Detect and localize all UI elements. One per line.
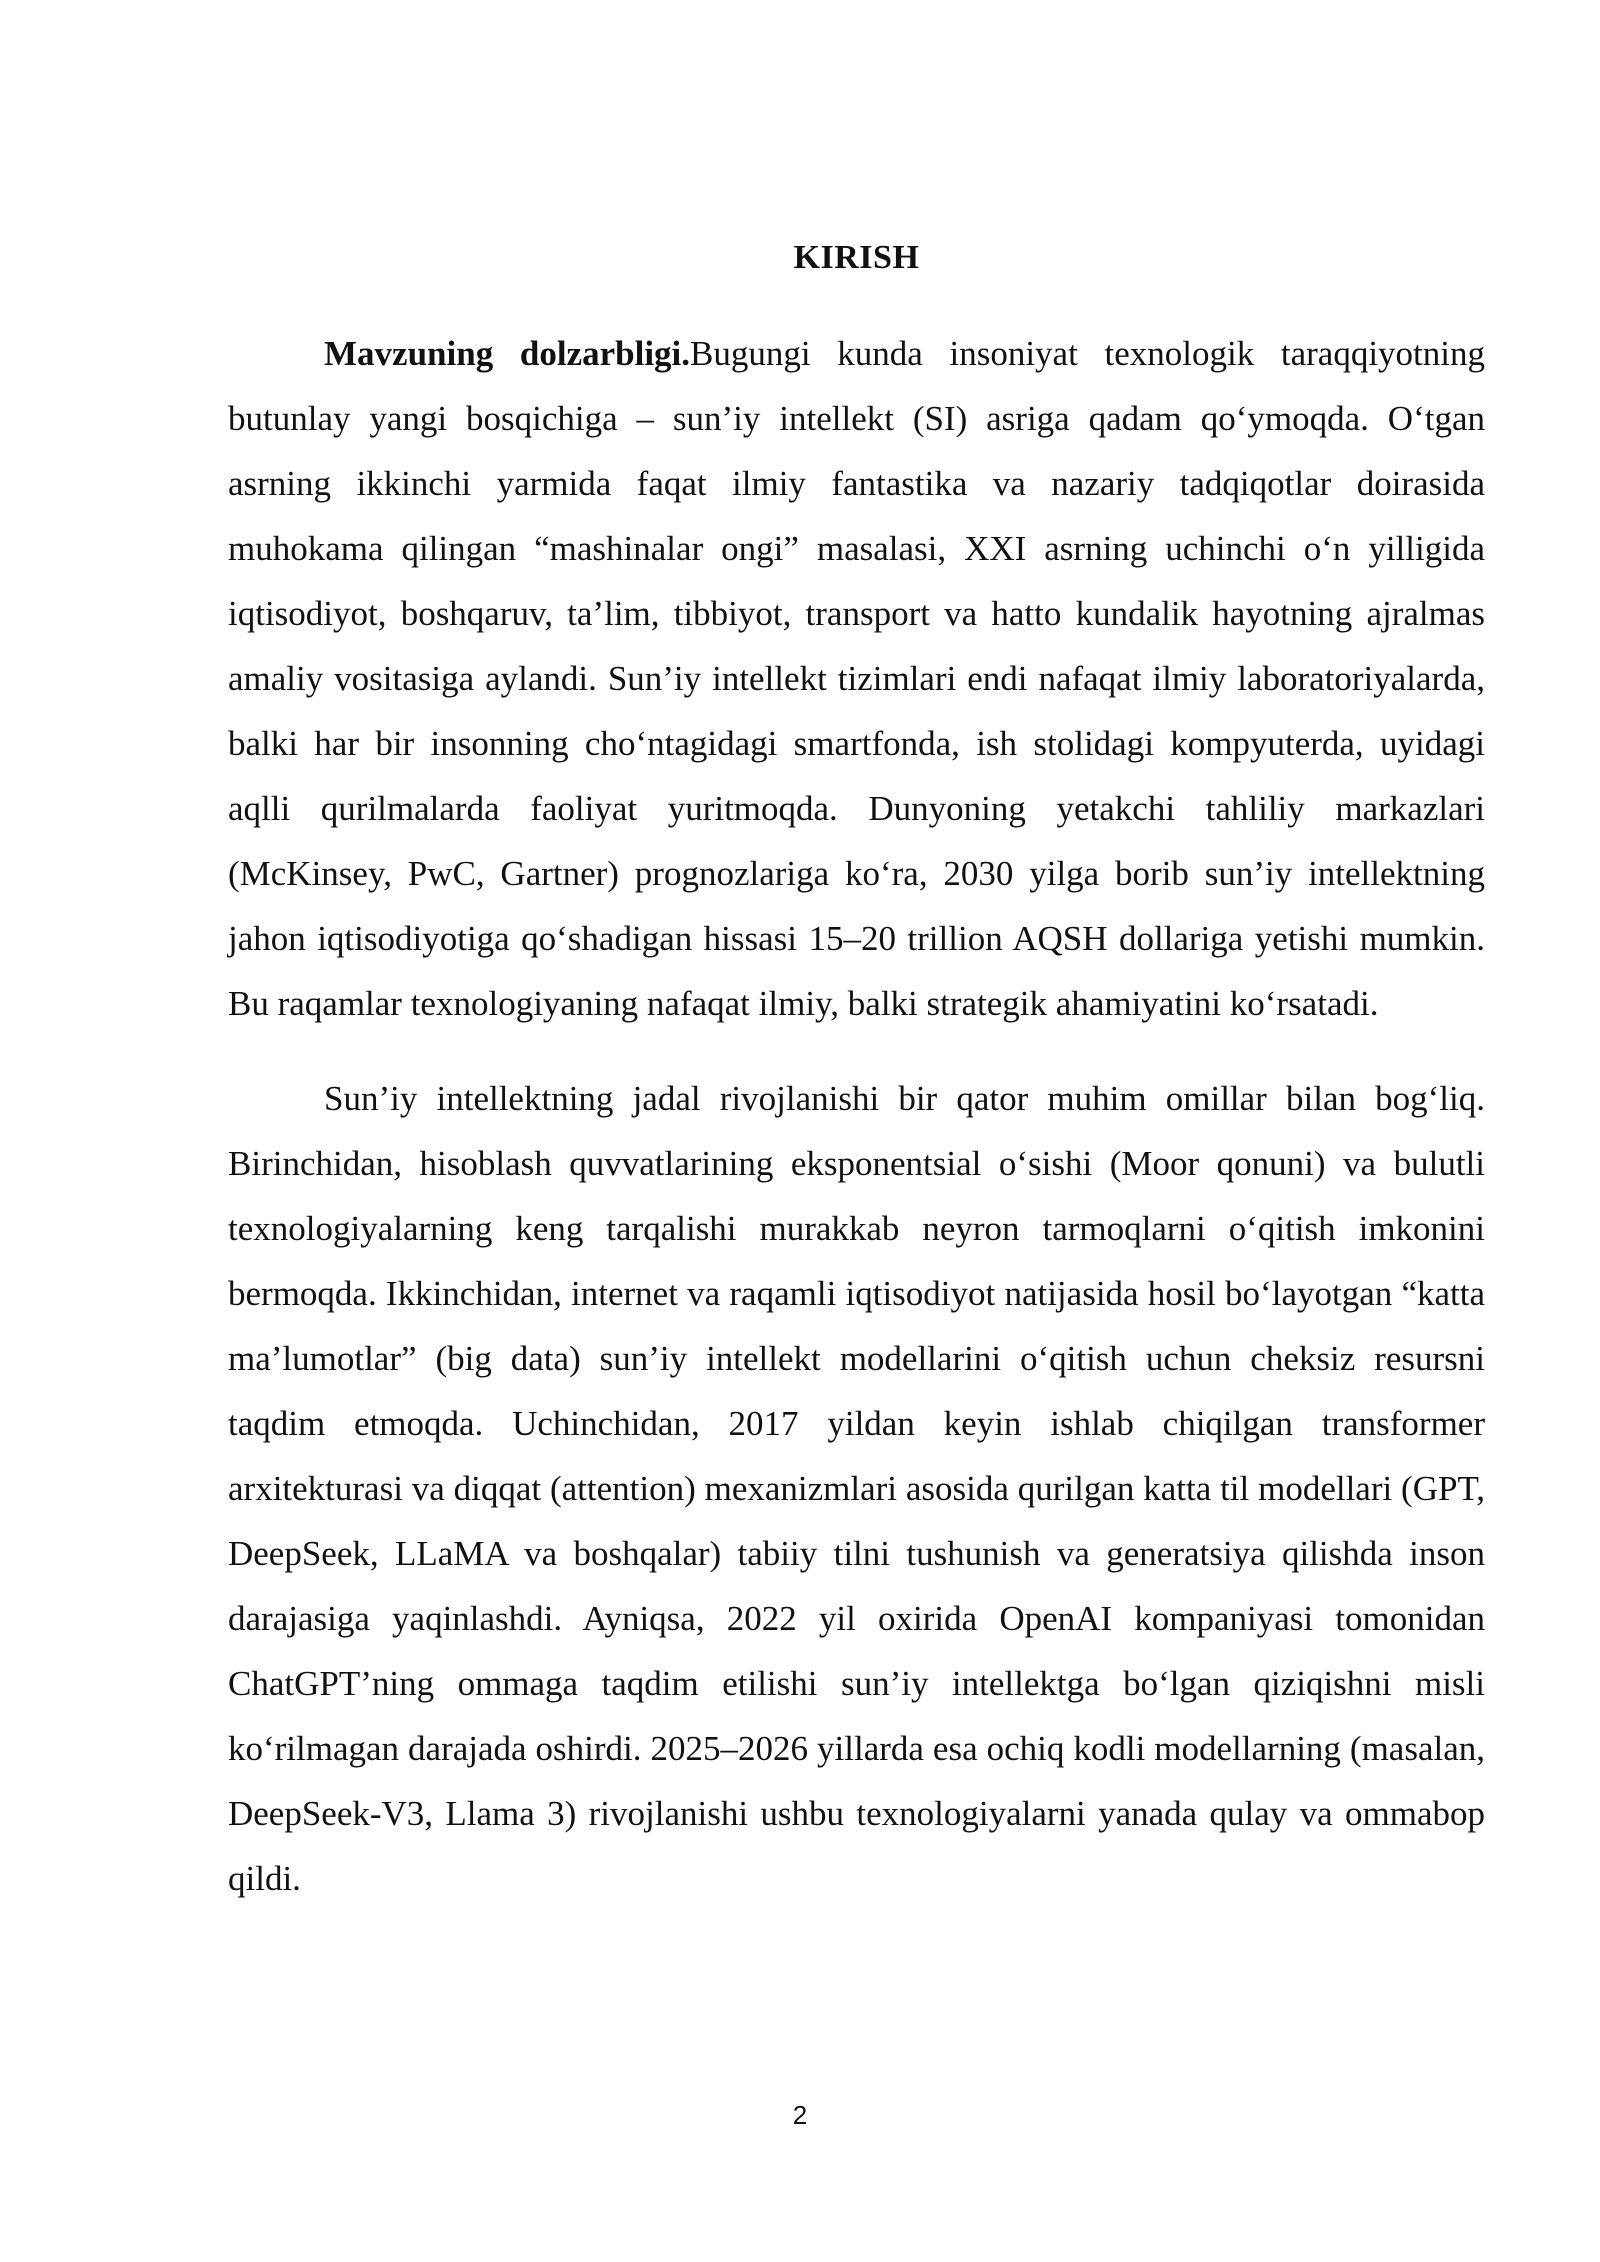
paragraph-lead: Mavzuning dolzarbligi.	[324, 334, 691, 373]
paragraph-development-factors	[228, 1066, 1485, 1911]
paragraph-relevance	[228, 321, 1485, 1036]
page-content	[228, 235, 1485, 1941]
paragraph-text: Bugungi kunda insoniyat texnologik taraqqiyotning butunlay yangi bosqichiga – sun’iy intellekt (SI) asriga qadam qo‘ymoqda. O‘tgan asrning ikkinchi yarmida faqat ilmiy fantastika va nazariy tadqiqotlar doirasida muhokama qilingan “mashinalar ongi” masalasi, XXI asrning uchinchi o‘n yilligida iqtisodiyot, boshqaruv, ta’lim, tibbiyot, transport va hatto kundalik hayotning ajralmas amaliy vositasiga aylandi. Sun’iy intellekt tizimlari endi nafaqat ilmiy laboratoriyalarda, balki har bir insonning cho‘ntagidagi smartfonda, ish stolidagi kompyuterda, uyidagi aqlli qurilmalarda faoliyat yuritmoqda. Dunyoning yetakchi tahliliy markazlari (McKinsey, PwC, Gartner) prognozlariga ko‘ra, 2030 yilga borib sun’iy intellektning jahon iqtisodiyotiga qo‘shadigan hissasi 15–20 trillion AQSH dollariga yetishi mumkin. Bu raqamlar texnologiyaning nafaqat ilmiy, balki strategik ahamiyatini ko‘rsatadi.	[228, 334, 1485, 1023]
section-title: KIRISH	[793, 239, 920, 276]
paragraph-text: Sun’iy intellektning jadal rivojlanishi bir qator muhim omillar bilan bog‘liq. Birinchidan, hisoblash quvvatlarining eksponentsial o‘sishi (Moor qonuni) va bulutli texnologiyalarning keng tarqalishi murakkab neyron tarmoqlarni o‘qitish imkonini bermoqda. Ikkinchidan, internet va raqamli iqtisodiyot natijasida hosil bo‘layotgan “katta ma’lumotlar” (big data) sun’iy intellekt modellarini o‘qitish uchun cheksiz resursni taqdim etmoqda. Uchinchidan, 2017 yildan keyin ishlab chiqilgan transformer arxitekturasi va diqqat (attention) mexanizmlari asosida qurilgan katta til modellari (GPT, DeepSeek, LLaMA va boshqalar) tabiiy tilni tushunish va generatsiya qilishda inson darajasiga yaqinlashdi. Ayniqsa, 2022 yil oxirida OpenAI kompaniyasi tomonidan ChatGPT’ning ommaga taqdim etilishi sun’iy intellektga bo‘lgan qiziqishni misli ko‘rilmagan darajada oshirdi. 2025–2026 yillarda esa ochiq kodli modellarning (masalan, DeepSeek-V3, Llama 3) rivojlanishi ushbu texnologiyalarni yanada qulay va ommabop qildi.	[228, 1079, 1485, 1898]
page-number: 2	[792, 2100, 808, 2130]
